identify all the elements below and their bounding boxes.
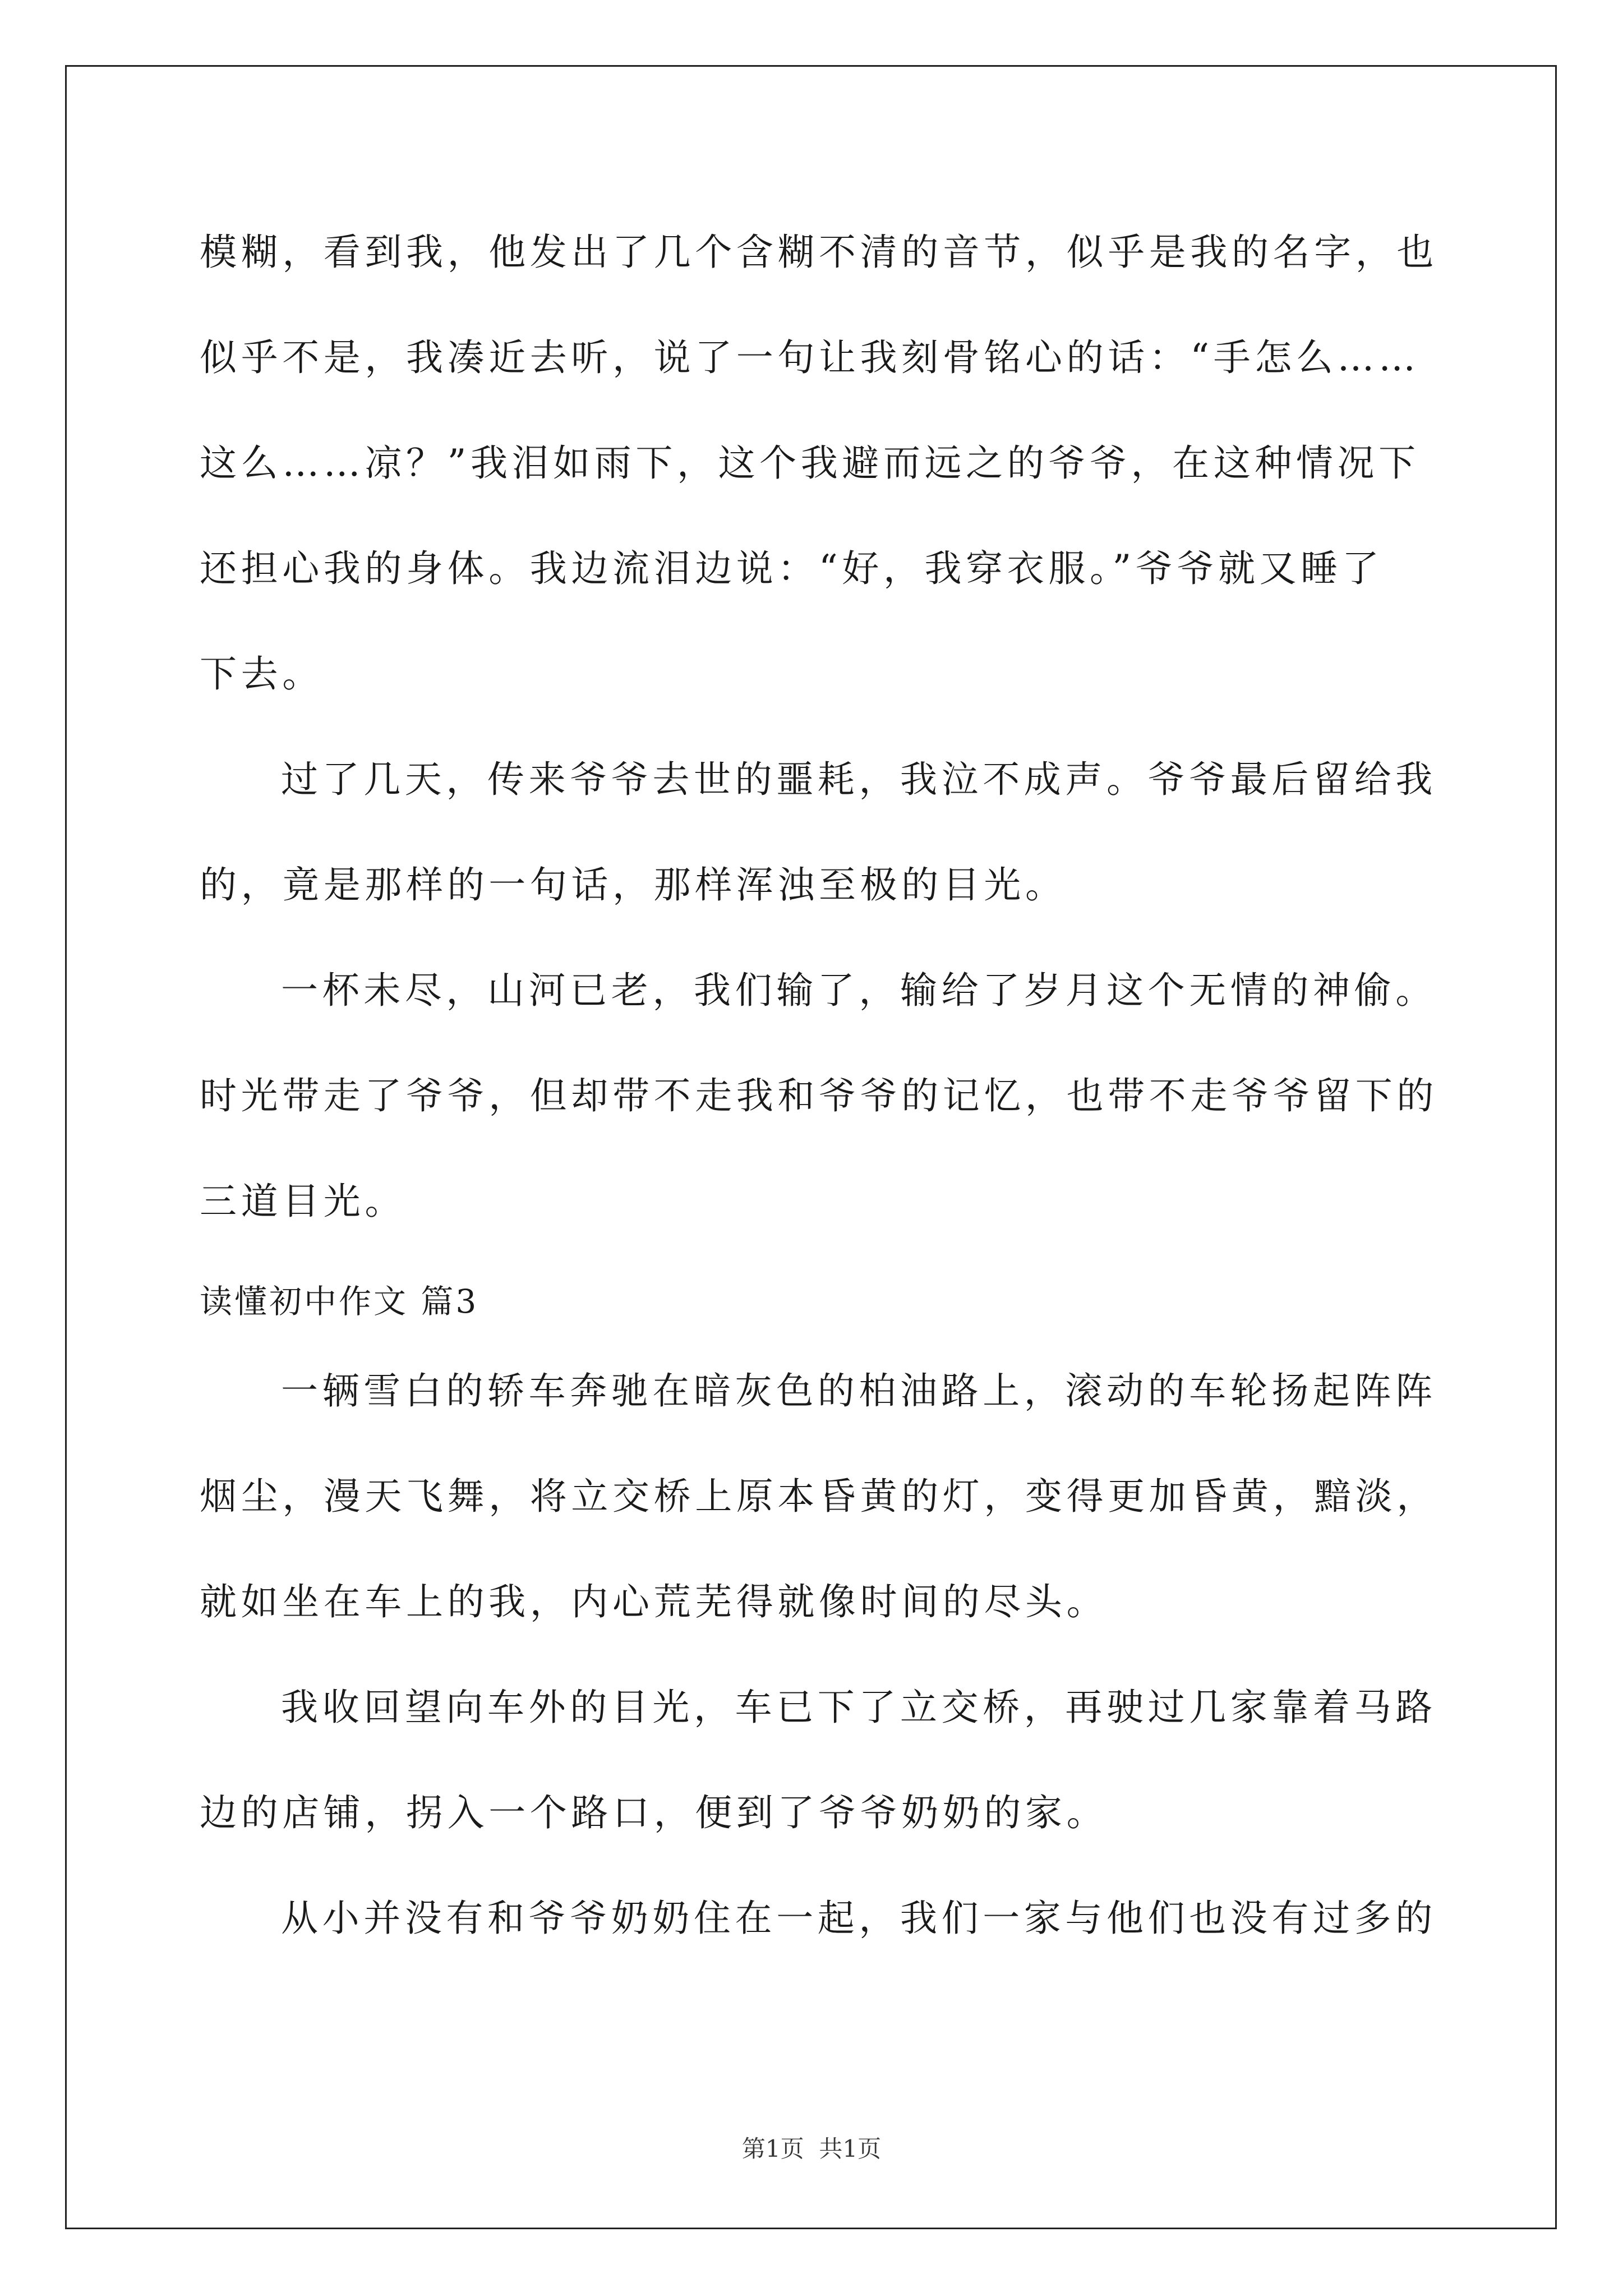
section-heading: 读懂初中作文 篇3 xyxy=(200,1282,479,1320)
paragraph-line: 时光带走了爷爷，但却带不走我和爷爷的记忆，也带不走爷爷留下的 xyxy=(200,1074,1438,1117)
paragraph-line: 三道目光。 xyxy=(200,1180,406,1223)
paragraph-line: 一辆雪白的轿车奔驰在暗灰色的柏油路上，滚动的车轮扬起阵阵 xyxy=(281,1369,1437,1412)
paragraph-line: 下去。 xyxy=(200,652,324,696)
paragraph-line: 过了几天，传来爷爷去世的噩耗，我泣不成声。爷爷最后留给我 xyxy=(281,758,1437,801)
paragraph-line: 似乎不是，我凑近去听，说了一句让我刻骨铭心的话：“手怎么…… xyxy=(200,336,1420,379)
paragraph-line: 从小并没有和爷爷奶奶住在一起，我们一家与他们也没有过多的 xyxy=(281,1897,1437,1940)
paragraph-line: 我收回望向车外的目光，车已下了立交桥，再驶过几家靠着马路 xyxy=(281,1686,1437,1729)
paragraph-line: 的，竟是那样的一句话，那样浑浊至极的目光。 xyxy=(200,863,1067,907)
paragraph-line: 一杯未尽，山河已老，我们输了，输给了岁月这个无情的神偷。 xyxy=(281,969,1437,1012)
paragraph-line: 边的店铺，拐入一个路口，便到了爷爷奶奶的家。 xyxy=(200,1791,1108,1834)
page-number-footer: 第1页 共1页 xyxy=(741,2135,882,2162)
document-body xyxy=(200,213,1438,1985)
paragraph-line: 还担心我的身体。我边流泪边说：“好，我穿衣服。”爷爷就又睡了 xyxy=(200,547,1384,590)
paragraph-line: 模糊，看到我，他发出了几个含糊不清的音节，似乎是我的名字，也 xyxy=(200,231,1438,274)
paragraph-line: 烟尘，漫天飞舞，将立交桥上原本昏黄的灯，变得更加昏黄，黯淡， xyxy=(200,1475,1438,1518)
paragraph-line: 这么……凉？”我泪如雨下，这个我避而远之的爷爷，在这种情况下 xyxy=(200,441,1420,485)
paragraph-line: 就如坐在车上的我，内心荒芜得就像时间的尽头。 xyxy=(200,1580,1108,1623)
